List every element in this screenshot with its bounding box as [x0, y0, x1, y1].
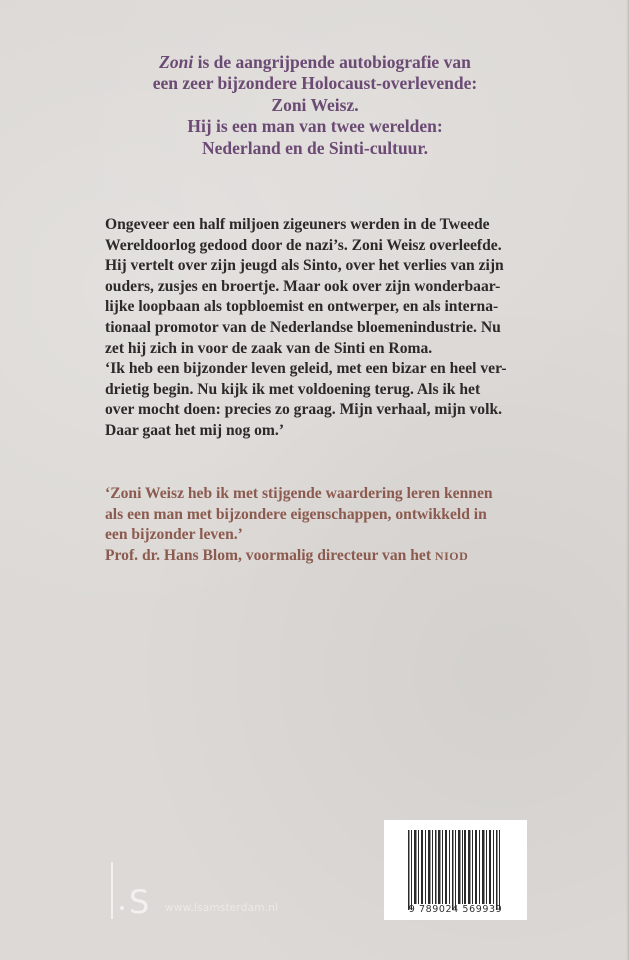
endorsement-quote	[105, 484, 553, 566]
headline-line-4: Hij is een man van twee werelden:	[187, 116, 443, 137]
quote-attribution: Prof. dr. Hans Blom, voormalig directeur van het NIOD	[105, 546, 469, 564]
headline-line-2: een zeer bijzondere Holocaust-overlevende:	[152, 73, 478, 94]
headline-line-5: Nederland en de Sinti-cultuur.	[202, 137, 428, 158]
book-title: Zoni	[159, 52, 194, 72]
logo-letter: S	[129, 883, 150, 921]
isbn-number: 9 789024 569939	[408, 904, 503, 915]
headline-line-1: Zoni is de aangrijpende autobiografie van	[159, 52, 471, 72]
body-line: Wereldoorlog gedood door de nazi’s. Zoni Weisz overleefde.	[105, 236, 502, 254]
body-line: Daar gaat het mij nog om.’	[105, 421, 285, 439]
description-paragraph	[105, 215, 553, 442]
headline-line-3: Zoni Weisz.	[271, 94, 359, 115]
quote-line: ‘Zoni Weisz heb ik met stijgende waardering leren kennen	[105, 485, 493, 502]
body-line: Hij vertelt over zijn jeugd als Sinto, over het verlies van zijn	[105, 257, 504, 275]
body-line: Ongeveer een half miljoen zigeuners werden in de Tweede	[105, 216, 490, 233]
publisher-url: www.lsamsterdam.nl	[165, 902, 279, 914]
logo-dot-icon	[120, 906, 124, 910]
institution-acronym: NIOD	[434, 548, 469, 563]
body-line: over mocht doen: precies zo graag. Mijn verhaal, mijn volk.	[105, 401, 503, 419]
quote-line: een bijzonder leven.’	[105, 526, 243, 544]
body-line: drietig begin. Nu kijk ik met voldoening terug. Als ik het	[105, 380, 481, 398]
body-line: lijke loopbaan als topbloemist en ontwerper, en als interna-	[105, 298, 499, 316]
body-line: ouders, zusjes en broertje. Maar ook over zijn wonderbaar-	[105, 277, 501, 295]
isbn-barcode	[384, 820, 527, 920]
quote-line: als een man met bijzondere eigenschappen, ontwikkeld in	[105, 505, 487, 523]
headline-blurb	[100, 52, 530, 159]
body-line: ‘Ik heb een bijzonder leven geleid, met een bizar en heel ver-	[105, 360, 507, 378]
logo-bar-icon	[111, 862, 113, 919]
body-line: zet hij zich in voor de zaak van de Sinti en Roma.	[105, 339, 433, 357]
body-line: tionaal promotor van de Nederlandse bloemenindustrie. Nu	[105, 318, 501, 336]
